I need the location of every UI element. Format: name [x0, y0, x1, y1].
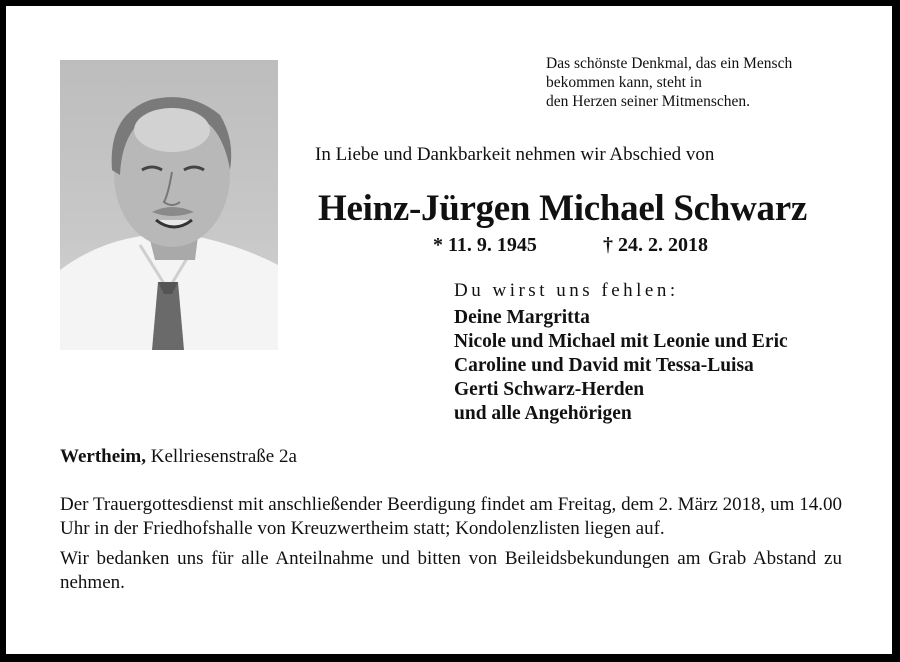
address-street: Kellriesenstraße 2a	[150, 446, 297, 467]
mourner-entry: und alle Angehörigen	[454, 403, 632, 424]
quote-line: den Herzen seiner Mitmenschen.	[546, 93, 751, 110]
portrait-illustration	[60, 60, 278, 350]
mourner-entry: Gerti Schwarz-Herden	[454, 379, 645, 400]
funeral-notices	[60, 493, 842, 601]
portrait-photo	[60, 60, 278, 350]
birth-date: * 11. 9. 1945	[433, 234, 537, 256]
address-city: Wertheim,	[60, 446, 147, 467]
mourner-entry: Deine Margritta	[454, 307, 590, 328]
funeral-service-notice: Der Trauergottesdienst mit anschließender Beerdigung findet am Freitag, dem 2. März 2018, um 14.00 Uhr in der Friedhofshalle von Kreuzwertheim statt; Kondolenzlisten liegen auf.	[60, 494, 842, 539]
memorial-quote	[546, 54, 792, 111]
quote-line: Das schönste Denkmal, das ein Mensch	[546, 55, 793, 72]
mourner-entry: Caroline und David mit Tessa-Luisa	[454, 355, 754, 376]
condolence-request: Wir bedanken uns für alle Anteilnahme und bitten von Beileidsbekundungen am Grab Abstand zu nehmen.	[60, 548, 842, 593]
quote-line: bekommen kann, steht in	[546, 74, 702, 91]
mourner-entry: Nicole und Michael mit Leonie und Eric	[454, 331, 788, 352]
family-address	[60, 446, 297, 468]
farewell-intro: In Liebe und Dankbarkeit nehmen wir Abschied von	[315, 144, 715, 165]
mourners-heading: Du wirst uns fehlen:	[454, 280, 679, 301]
mourners-list	[454, 306, 788, 426]
death-date: † 24. 2. 2018	[603, 234, 708, 256]
deceased-name: Heinz-Jürgen Michael Schwarz	[318, 188, 807, 229]
